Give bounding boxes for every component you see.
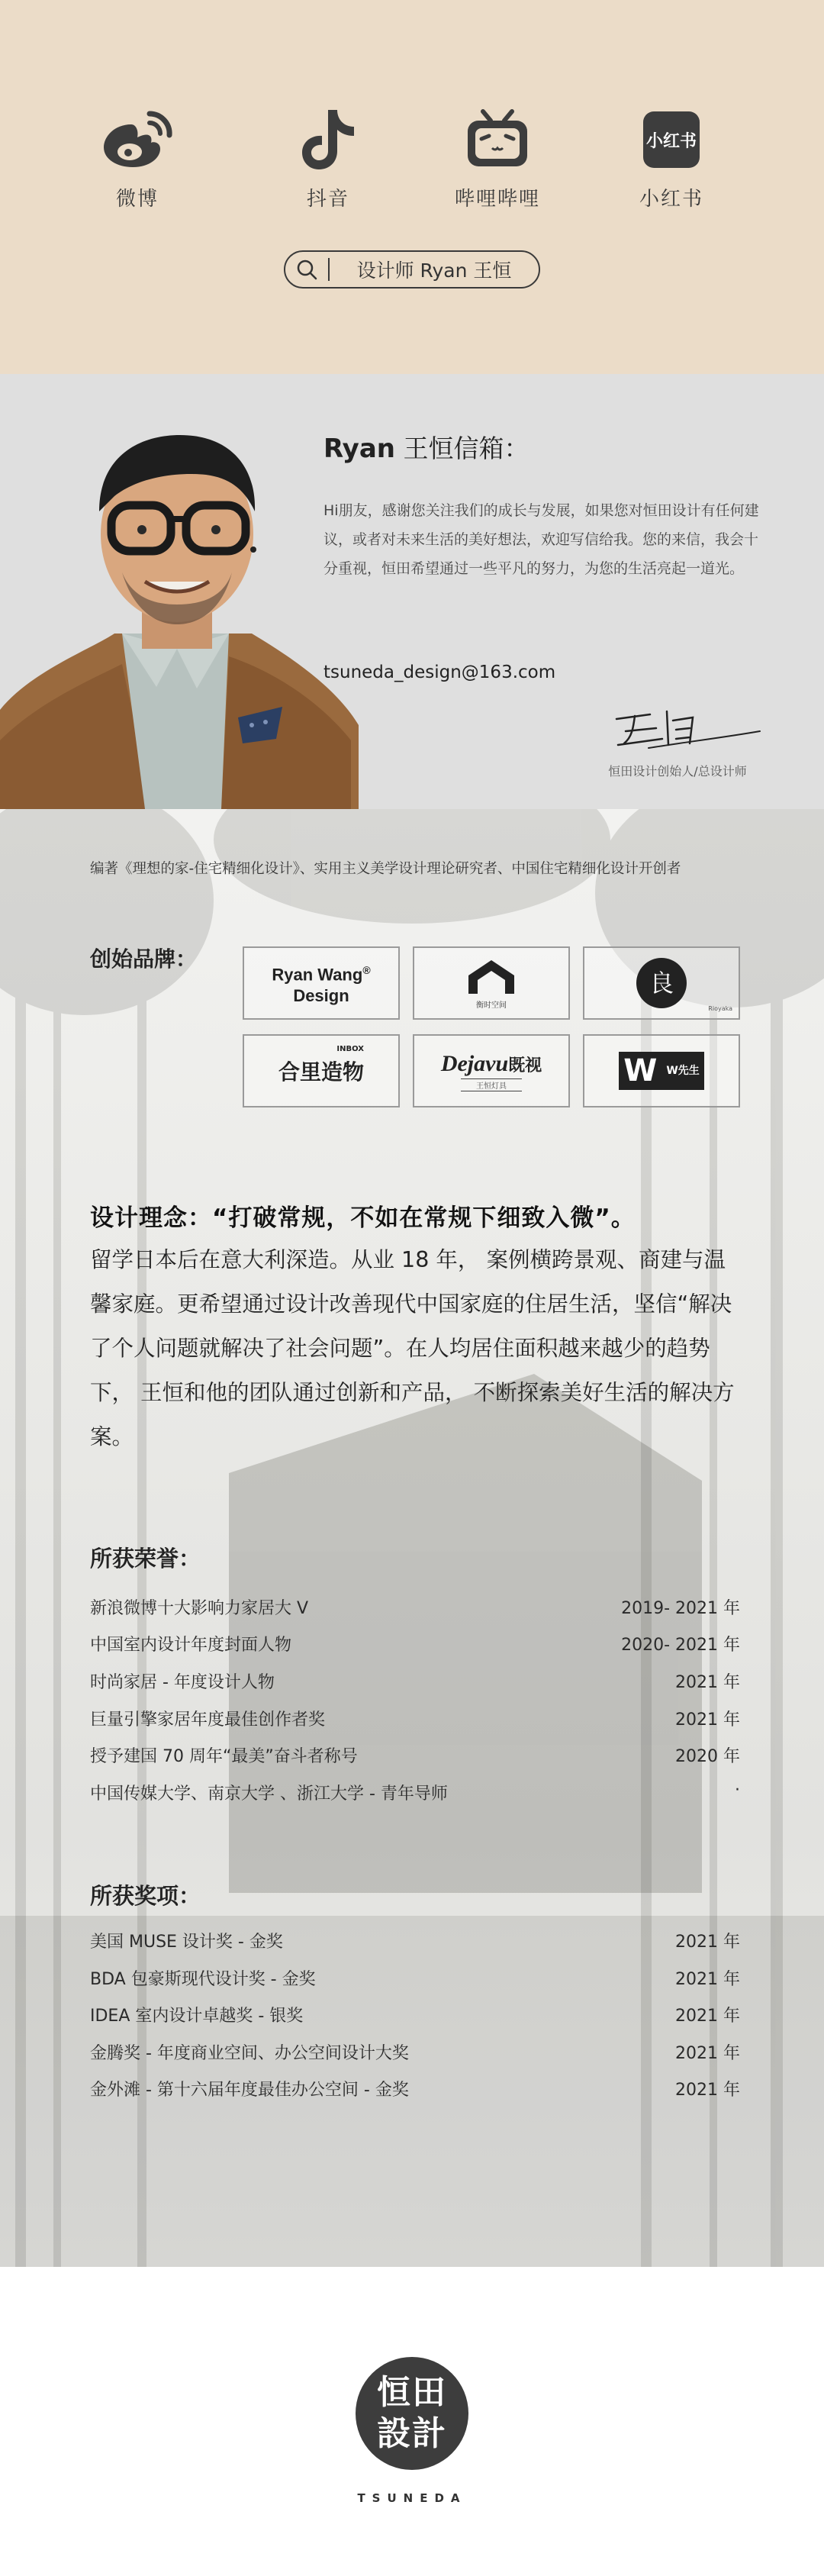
award-row: 美国 MUSE 设计奖 - 金奖 2021 年 xyxy=(90,1933,740,1952)
footer-section xyxy=(0,2267,824,2576)
xiaohongshu-badge: 小红书 xyxy=(643,111,700,168)
brand-ryan-wang-design[interactable] xyxy=(243,946,400,1020)
social-douyin[interactable] xyxy=(267,105,389,211)
social-xiaohongshu[interactable] xyxy=(610,105,732,211)
profile-role: 恒田设计创始人/总设计师 xyxy=(608,764,747,779)
brand-hengshi-space[interactable] xyxy=(413,946,570,1020)
bilibili-icon xyxy=(436,105,558,174)
mr-w-wordmark: W W先生 xyxy=(619,1052,704,1090)
brand-rioyaka[interactable] xyxy=(583,946,740,1020)
profile-section xyxy=(0,374,824,809)
search-bar[interactable] xyxy=(284,250,540,289)
search-icon xyxy=(285,259,328,280)
dejavu-caption: 王恒灯具 xyxy=(461,1078,522,1091)
heli-zaowu-wordmark: INBOX 合里造物 xyxy=(278,1045,364,1085)
search-text: 设计师 Ryan 王恒 xyxy=(356,260,512,282)
logo-line-2: 設計 xyxy=(377,2414,447,2453)
tsuneda-logo xyxy=(356,2357,468,2470)
signature-image xyxy=(603,695,763,756)
weibo-icon xyxy=(76,105,198,174)
profile-letter: Hi朋友，感谢您关注我们的成长与发展，如果您对恒田设计有任何建议，或者对未来生活的美好想法，欢迎写信给我。您的来信，我会十分重视，恒田希望通过一些平凡的努力，为您的生活亮起一道光。 xyxy=(323,502,759,577)
brand-heli-zaowu[interactable] xyxy=(243,1034,400,1107)
social-weibo[interactable] xyxy=(76,105,198,211)
social-xiaohongshu-label: 小红书 xyxy=(639,188,703,211)
social-bilibili-label: 哔哩哔哩 xyxy=(454,188,540,211)
award-row: IDEA 室内设计卓越奖 - 银奖 2021 年 xyxy=(90,2007,740,2026)
honor-row: 中国传媒大学、南京大学 、浙江大学 - 青年导师 · xyxy=(90,1781,740,1804)
content-section xyxy=(0,809,824,2267)
house-logo-icon xyxy=(461,957,522,997)
logo-line-1: 恒田 xyxy=(377,2373,447,2412)
honor-row: 巨量引擎家居年度最佳创作者奖 2021 年 xyxy=(90,1710,740,1730)
brand-mr-w[interactable] xyxy=(583,1034,740,1107)
social-bilibili[interactable] xyxy=(436,105,558,211)
dejavu-wordmark: Dejavu既视 xyxy=(440,1050,542,1076)
brand-dejavu[interactable] xyxy=(413,1034,570,1107)
douyin-icon xyxy=(267,105,389,174)
honor-row: 新浪微博十大影响力家居大 V 2019- 2021 年 xyxy=(90,1599,740,1618)
social-douyin-label: 抖音 xyxy=(306,188,349,211)
brand-ryan-wordmark: Ryan Wang® Design xyxy=(272,963,371,1006)
social-section xyxy=(0,0,824,374)
brand-hengshi-caption: 衡时空间 xyxy=(476,1001,507,1010)
awards-title: 所获奖项： xyxy=(90,1883,201,1909)
award-row: BDA 包豪斯现代设计奖 - 金奖 2021 年 xyxy=(90,1970,740,1989)
honor-row: 授予建国 70 周年“最美”奋斗者称号 2020 年 xyxy=(90,1747,740,1766)
profile-name: Ryan xyxy=(323,434,395,464)
intro-text: 编著《理想的家-住宅精细化设计》、实用主义美学设计理论研究者、中国住宅精细化设计开创者 xyxy=(90,861,681,877)
brands-title: 创始品牌： xyxy=(90,946,198,972)
concept-body: 留学日本后在意大利深造。从业 18 年， 案例横跨景观、商建与温馨家庭。更希望通过设计改善现代中国家庭的住居生活，坚信“解决了个人问题就解决了社会问题”。在人均居住面积越来越少的趋势下， 王恒和他的团队通过创新和产品， 不断探索美好生活的解决方案。 xyxy=(90,1247,735,1449)
profile-email[interactable]: tsuneda_design@163.com xyxy=(323,663,556,682)
designer-portrait xyxy=(0,405,359,809)
brand-rioyaka-caption: Rioyaka xyxy=(708,1005,732,1012)
social-weibo-label: 微博 xyxy=(115,188,159,211)
honor-row: 时尚家居 - 年度设计人物 2021 年 xyxy=(90,1673,740,1692)
award-row: 金外滩 - 第十六届年度最佳办公空间 - 金奖 2021 年 xyxy=(90,2081,740,2100)
concept-title: 设计理念：“打破常规，不如在常规下细致入微”。 xyxy=(90,1204,636,1232)
xiaohongshu-icon xyxy=(610,105,732,174)
logo-english: TSUNEDA xyxy=(357,2491,467,2505)
profile-heading xyxy=(323,429,529,465)
svg-text:良: 良 xyxy=(649,969,674,998)
rioyaka-logo-icon xyxy=(635,956,688,1010)
honor-row: 中国室内设计年度封面人物 2020- 2021 年 xyxy=(90,1636,740,1655)
honors-title: 所获荣誉： xyxy=(90,1546,201,1572)
award-row: 金腾奖 - 年度商业空间、办公空间设计大奖 2021 年 xyxy=(90,2044,740,2063)
profile-title-suffix: 王恒信箱： xyxy=(403,434,529,463)
